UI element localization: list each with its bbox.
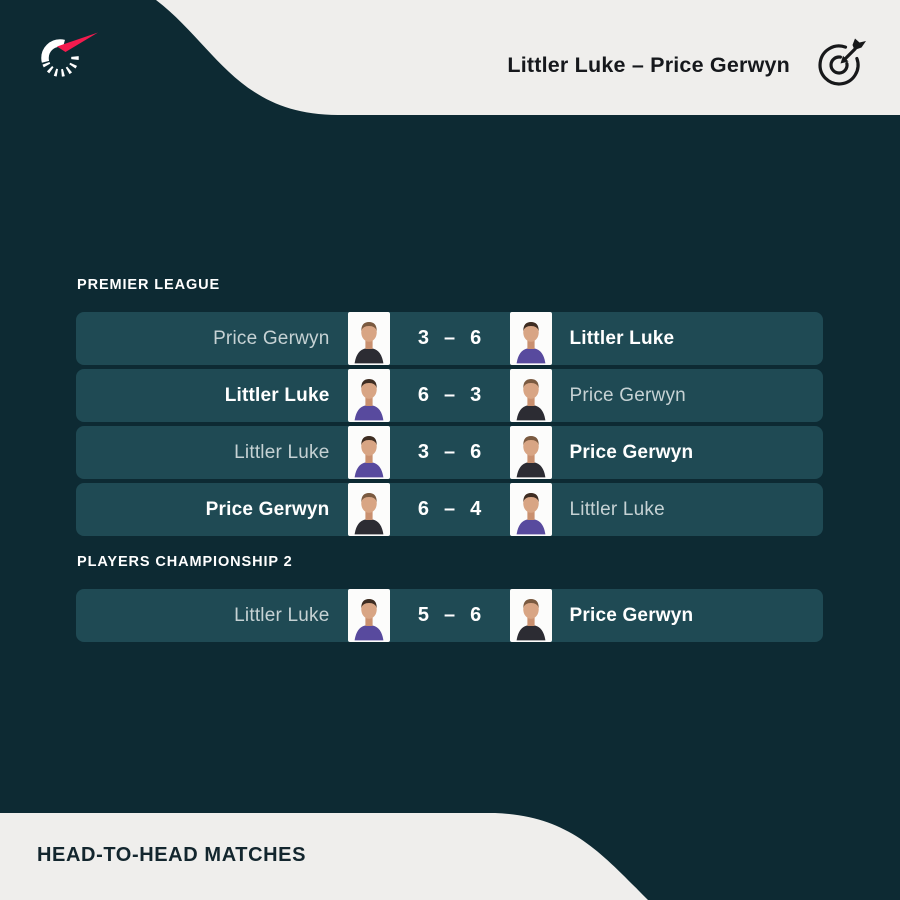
match-score xyxy=(390,369,510,422)
away-player-name: Littler Luke xyxy=(569,327,675,349)
match-score xyxy=(390,589,510,642)
tournament-section xyxy=(76,277,823,536)
home-score: 3 xyxy=(417,327,429,349)
home-score: 5 xyxy=(417,604,429,626)
match-row[interactable] xyxy=(76,483,823,536)
home-player-photo xyxy=(348,312,390,365)
home-score: 6 xyxy=(417,384,429,406)
away-player-photo xyxy=(510,483,552,536)
tournament-label: PLAYERS CHAMPIONSHIP 2 xyxy=(77,554,293,570)
match-row[interactable] xyxy=(76,369,823,422)
home-score: 3 xyxy=(417,441,429,463)
away-player-name: Price Gerwyn xyxy=(569,441,694,463)
home-player-name: Price Gerwyn xyxy=(205,498,330,520)
footer-heading: HEAD-TO-HEAD MATCHES xyxy=(37,844,307,866)
away-score: 6 xyxy=(470,327,482,349)
home-score: 6 xyxy=(417,498,429,520)
away-player-photo xyxy=(510,589,552,642)
away-player-name: Price Gerwyn xyxy=(569,604,694,626)
score-separator-dash: – xyxy=(443,498,456,520)
home-player-name: Price Gerwyn xyxy=(213,327,330,349)
match-row[interactable] xyxy=(76,426,823,479)
away-player-photo xyxy=(510,426,552,479)
page-title: Littler Luke – Price Gerwyn xyxy=(507,53,790,77)
away-player-name: Littler Luke xyxy=(569,498,665,520)
home-player-name: Littler Luke xyxy=(234,441,330,463)
flashscore-logo xyxy=(36,31,100,85)
home-player-photo xyxy=(348,426,390,479)
tournament-section xyxy=(76,554,823,642)
match-sections xyxy=(76,277,823,660)
match-score xyxy=(390,312,510,365)
score-separator-dash: – xyxy=(443,327,456,349)
match-row[interactable] xyxy=(76,312,823,365)
away-player-photo xyxy=(510,369,552,422)
score-separator-dash: – xyxy=(443,604,456,626)
match-score xyxy=(390,483,510,536)
score-separator-dash: – xyxy=(443,441,456,463)
match-rows xyxy=(76,589,823,642)
home-player-name: Littler Luke xyxy=(224,384,330,406)
home-player-photo xyxy=(348,369,390,422)
score-separator-dash: – xyxy=(443,384,456,406)
home-player-photo xyxy=(348,589,390,642)
away-score: 4 xyxy=(470,498,482,520)
away-player-name: Price Gerwyn xyxy=(569,384,686,406)
home-player-photo xyxy=(348,483,390,536)
match-row[interactable] xyxy=(76,589,823,642)
home-player-name: Littler Luke xyxy=(234,604,330,626)
match-rows xyxy=(76,312,823,536)
away-score: 6 xyxy=(470,604,482,626)
away-score: 3 xyxy=(470,384,482,406)
away-score: 6 xyxy=(470,441,482,463)
match-score xyxy=(390,426,510,479)
away-player-photo xyxy=(510,312,552,365)
tournament-label: PREMIER LEAGUE xyxy=(77,277,221,293)
darts-target-icon xyxy=(815,37,867,89)
